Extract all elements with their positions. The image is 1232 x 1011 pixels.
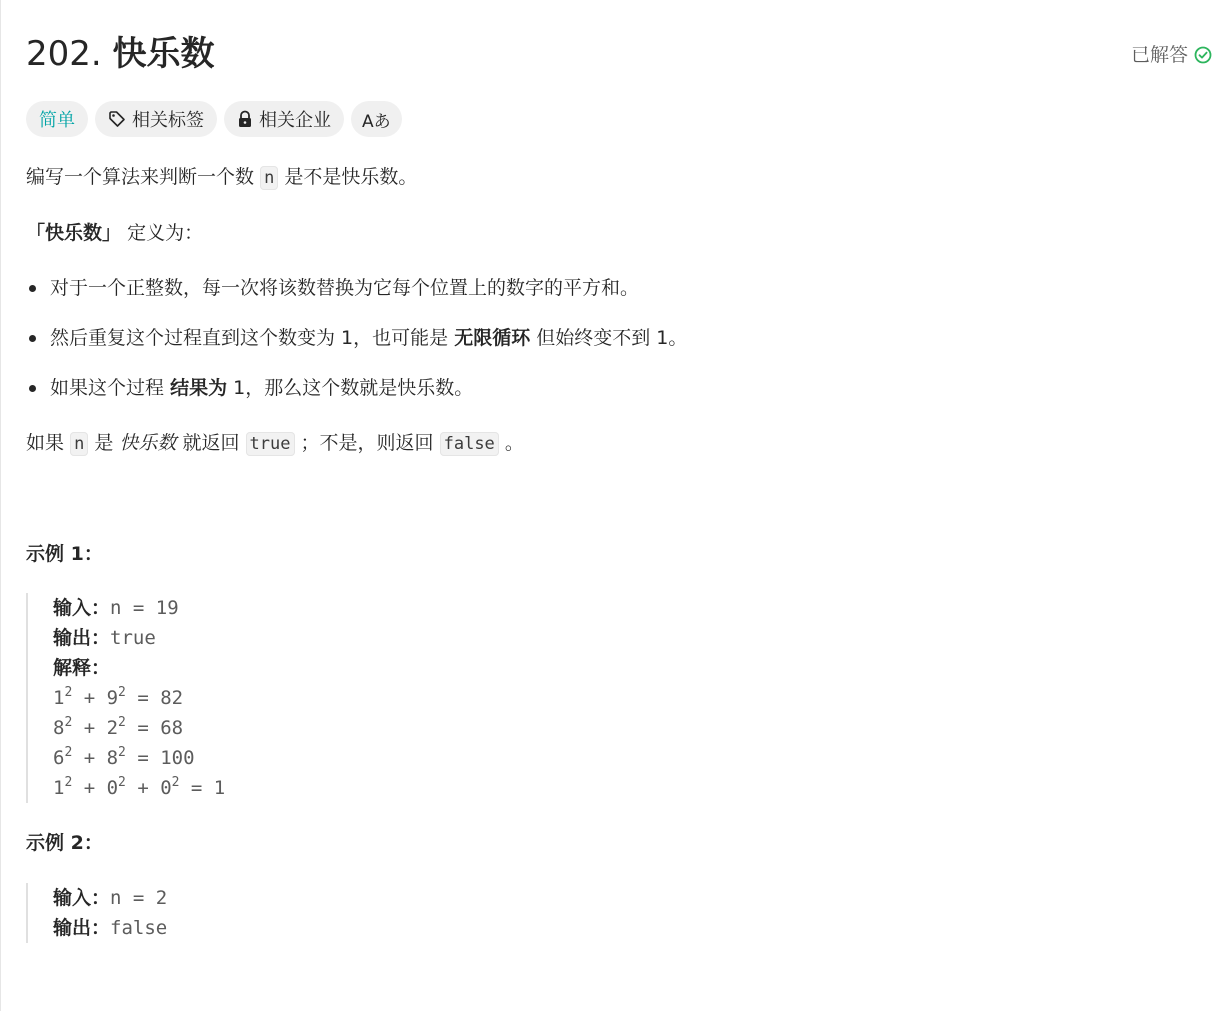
step-exponent: 2 xyxy=(64,745,73,760)
bullet-bold: 无限循环 xyxy=(454,327,531,349)
step-text: = 68 xyxy=(125,717,184,739)
step-exponent: 2 xyxy=(64,775,73,790)
problem-number: 202. xyxy=(26,34,102,74)
example-input-line xyxy=(53,593,225,623)
input-label: 输入： xyxy=(53,887,111,909)
difficulty-label: 简单 xyxy=(39,110,75,131)
difficulty-badge xyxy=(26,101,88,137)
intro-text-a: 编写一个算法来判断一个数 xyxy=(26,166,255,188)
step-text: = 1 xyxy=(179,777,226,799)
bullet-text: 1，那么这个数就是快乐数。 xyxy=(233,377,474,399)
related-companies-label: 相关企业 xyxy=(259,110,331,131)
example-2-block xyxy=(26,883,167,943)
related-companies-button[interactable] xyxy=(224,101,344,137)
step-text: + 2 xyxy=(72,717,119,739)
output-label: 输出： xyxy=(53,917,111,939)
title-row xyxy=(26,30,1212,78)
tag-icon xyxy=(108,110,126,128)
example-1-block xyxy=(26,593,225,803)
example-input-line xyxy=(53,883,167,913)
explain-step xyxy=(53,683,225,713)
check-circle-icon xyxy=(1194,46,1212,64)
input-value: n = 2 xyxy=(110,887,168,909)
output-value: false xyxy=(110,917,168,939)
list-item xyxy=(26,374,687,402)
return-text: 是 xyxy=(94,432,114,454)
step-text: 8 xyxy=(53,717,65,739)
step-exponent: 2 xyxy=(171,775,180,790)
problem-name: 快乐数 xyxy=(112,34,215,74)
translate-button[interactable] xyxy=(351,101,402,137)
example-2-title: 示例 2： xyxy=(26,832,103,854)
definition-list xyxy=(26,274,687,424)
input-label: 输入： xyxy=(53,597,111,619)
step-exponent: 2 xyxy=(118,745,126,760)
tag-row xyxy=(26,101,402,137)
lock-icon xyxy=(237,110,253,128)
example-output-line xyxy=(53,623,225,653)
return-description xyxy=(26,429,524,458)
inline-code-true: true xyxy=(246,432,295,456)
example-explain-line xyxy=(53,653,225,683)
explain-step xyxy=(53,743,225,773)
definition-term: 「快乐数」 xyxy=(26,222,122,244)
bullet-text: 但始终变不到 1。 xyxy=(536,327,688,349)
intro-text-b: 是不是快乐数。 xyxy=(284,166,418,188)
step-exponent: 2 xyxy=(118,715,126,730)
example-1-title: 示例 1： xyxy=(26,543,103,565)
step-exponent: 2 xyxy=(64,715,73,730)
step-text: 1 xyxy=(53,777,65,799)
solved-label: 已解答 xyxy=(1130,44,1188,66)
step-exponent: 2 xyxy=(118,685,126,700)
step-text: + 9 xyxy=(72,687,119,709)
step-text: = 82 xyxy=(125,687,184,709)
inline-code-n: n xyxy=(260,166,278,190)
bullet-text: 然后重复这个过程直到这个数变为 1，也可能是 xyxy=(50,327,449,349)
list-item xyxy=(26,274,687,302)
step-text: + 8 xyxy=(72,747,119,769)
step-exponent: 2 xyxy=(118,775,126,790)
output-label: 输出： xyxy=(53,627,111,649)
bullet-text: 如果这个过程 xyxy=(50,377,165,399)
step-text: + 0 xyxy=(72,777,119,799)
return-text: 。 xyxy=(504,432,524,454)
related-tags-button[interactable] xyxy=(95,101,217,137)
return-italic: 快乐数 xyxy=(119,432,177,454)
example-output-line xyxy=(53,913,167,943)
inline-code-false: false xyxy=(440,432,499,456)
return-text: 就返回 xyxy=(182,432,240,454)
explain-step xyxy=(53,773,225,803)
definition-heading xyxy=(26,219,203,247)
explain-label: 解释： xyxy=(53,657,111,679)
step-text: 6 xyxy=(53,747,65,769)
step-text: 1 xyxy=(53,687,65,709)
step-exponent: 2 xyxy=(64,685,73,700)
step-text: = 100 xyxy=(125,747,195,769)
definition-suffix: 定义为： xyxy=(127,222,204,244)
description-intro xyxy=(26,163,417,192)
problem-title[interactable] xyxy=(26,30,215,78)
input-value: n = 19 xyxy=(110,597,179,619)
bullet-text: 对于一个正整数，每一次将该数替换为它每个位置上的数字的平方和。 xyxy=(50,277,640,299)
solved-status xyxy=(1131,43,1212,67)
return-text: ；不是，则返回 xyxy=(300,432,434,454)
inline-code-n: n xyxy=(70,432,88,456)
list-item xyxy=(26,324,687,352)
translate-icon: Aあ xyxy=(362,111,391,132)
explain-step xyxy=(53,713,225,743)
related-tags-label: 相关标签 xyxy=(132,110,204,131)
bullet-bold: 结果为 xyxy=(170,377,228,399)
return-text: 如果 xyxy=(26,432,65,454)
step-text: + 0 xyxy=(125,777,172,799)
output-value: true xyxy=(110,627,156,649)
